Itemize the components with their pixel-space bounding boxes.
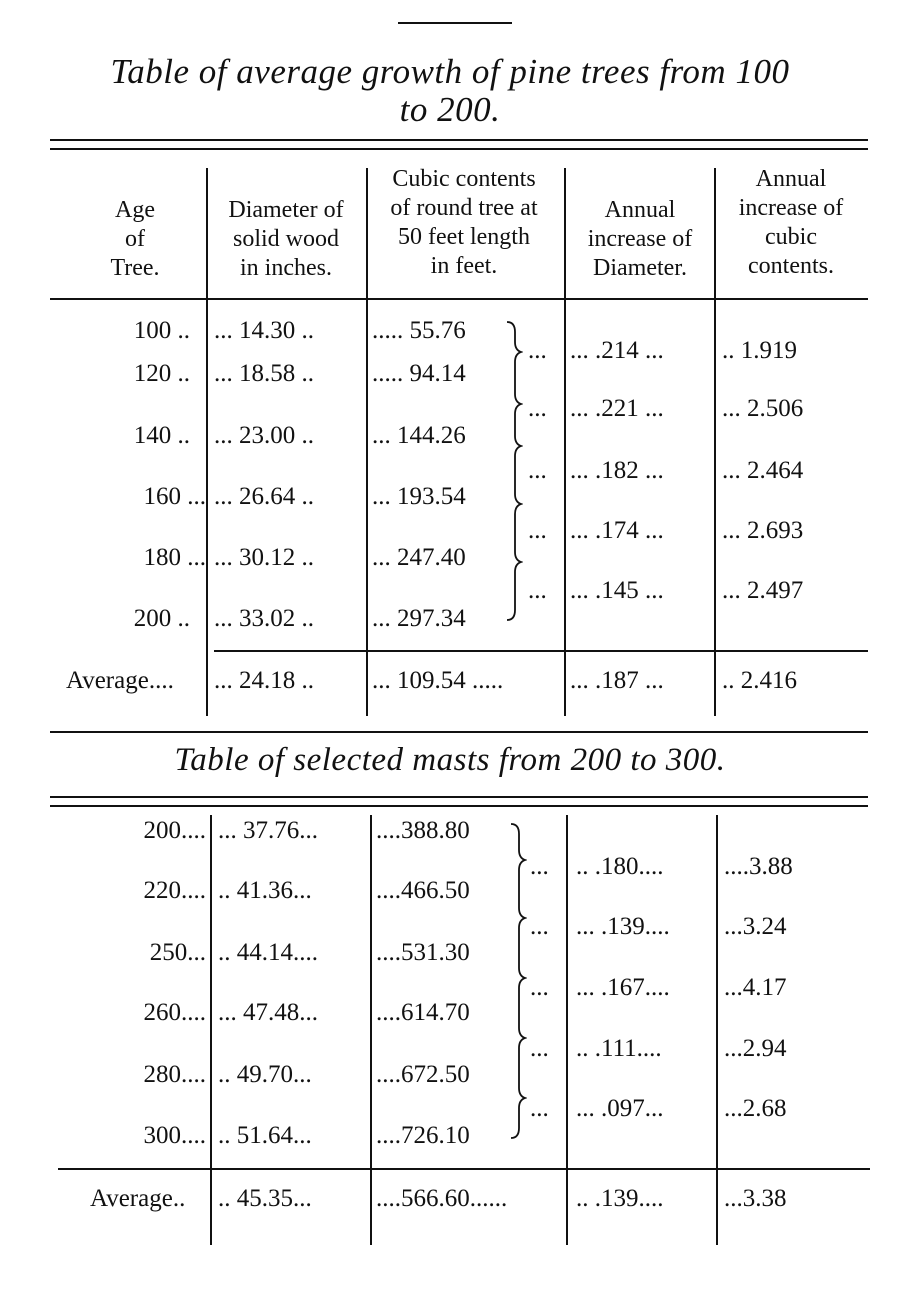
header-annual-diameter-line3: Diameter. bbox=[593, 255, 687, 281]
t2-inc1-cubic: ....3.88 bbox=[724, 853, 793, 880]
t1-inc3-diameter: ... .182 ... bbox=[570, 457, 664, 484]
header-annual-cubic bbox=[716, 165, 866, 281]
header-diameter bbox=[206, 196, 366, 283]
t1-row4-diameter: ... 26.64 .. bbox=[214, 483, 314, 510]
header-diameter-line3: in inches. bbox=[240, 255, 332, 281]
t2-row2-diameter: .. 41.36... bbox=[218, 877, 312, 904]
t1-row1-age: 100 .. bbox=[133, 317, 190, 344]
t1-inc4-diameter: ... .174 ... bbox=[570, 517, 664, 544]
t1-row1-cubic: ..... 55.76 bbox=[372, 317, 466, 344]
t2-average-label: Average.. bbox=[90, 1185, 186, 1212]
table2-col-divider-2 bbox=[370, 815, 372, 1245]
t2-inc3-diameter: ... .167.... bbox=[576, 974, 670, 1001]
t1-inc2-cubic: ... 2.506 bbox=[722, 395, 804, 422]
t1-row4-cubic: ... 193.54 bbox=[372, 483, 466, 510]
t2-row3-cubic: ....531.30 bbox=[376, 939, 470, 966]
t1-row5-diameter: ... 30.12 .. bbox=[214, 544, 314, 571]
t2-inc5-diameter: ... .097... bbox=[576, 1095, 664, 1122]
t1-row2-diameter: ... 18.58 .. bbox=[214, 360, 314, 387]
header-annual-diameter bbox=[566, 196, 714, 283]
t1-inc4-cubic: ... 2.693 bbox=[722, 517, 804, 544]
t1-average-annual-cubic: .. 2.416 bbox=[722, 667, 797, 694]
header-annual-cubic-line2: increase of bbox=[738, 195, 844, 221]
t2-row5-cubic: ....672.50 bbox=[376, 1061, 470, 1088]
t2-inc4-cubic: ...2.94 bbox=[724, 1035, 787, 1062]
t2-average-annual-cubic: ...3.38 bbox=[724, 1185, 787, 1212]
header-age-line2: of bbox=[125, 226, 145, 252]
header-age-line1: Age bbox=[115, 197, 155, 223]
t1-average-diameter: ... 24.18 .. bbox=[214, 667, 314, 694]
table1-top-rule bbox=[50, 139, 868, 141]
t1-inc3-cubic: ... 2.464 bbox=[722, 457, 804, 484]
t1-inc3-lead: ... bbox=[528, 457, 547, 484]
top-ornament-rule bbox=[398, 22, 512, 24]
header-cubic-line4: in feet. bbox=[430, 253, 498, 279]
table2-row-brace bbox=[509, 822, 527, 1140]
header-diameter-line2: solid wood bbox=[232, 226, 339, 252]
t2-row4-diameter: ... 47.48... bbox=[218, 999, 318, 1026]
t1-inc5-lead: ... bbox=[528, 577, 547, 604]
t2-row1-cubic: ....388.80 bbox=[376, 817, 470, 844]
t1-inc5-cubic: ... 2.497 bbox=[722, 577, 804, 604]
t1-row5-age: 180 ... bbox=[143, 544, 206, 571]
t1-row6-cubic: ... 297.34 bbox=[372, 605, 466, 632]
t2-row5-diameter: .. 49.70... bbox=[218, 1061, 312, 1088]
table1-title-line1: Table of average growth of pine trees from 100 bbox=[110, 52, 790, 91]
t2-inc2-lead: ... bbox=[530, 913, 549, 940]
t1-row5-cubic: ... 247.40 bbox=[372, 544, 466, 571]
t2-inc3-lead: ... bbox=[530, 974, 549, 1001]
t2-inc2-diameter: ... .139.... bbox=[576, 913, 670, 940]
table1-header-rule bbox=[50, 298, 868, 300]
t2-average-annual-diameter: .. .139.... bbox=[576, 1185, 664, 1212]
t2-row4-age: 260.... bbox=[143, 999, 206, 1026]
header-annual-cubic-line3: cubic bbox=[765, 224, 817, 250]
t1-inc5-diameter: ... .145 ... bbox=[570, 577, 664, 604]
t2-inc4-lead: ... bbox=[530, 1035, 549, 1062]
table1-bottom-rule bbox=[50, 731, 868, 733]
t2-inc2-cubic: ...3.24 bbox=[724, 913, 787, 940]
t1-inc2-diameter: ... .221 ... bbox=[570, 395, 664, 422]
t2-row3-diameter: .. 44.14.... bbox=[218, 939, 318, 966]
t1-average-label: Average.... bbox=[66, 667, 174, 694]
t1-row2-cubic: ..... 94.14 bbox=[372, 360, 466, 387]
t1-row6-age: 200 .. bbox=[133, 605, 190, 632]
t1-average-cubic: ... 109.54 ..... bbox=[372, 667, 504, 694]
table2-title: Table of selected masts from 200 to 300. bbox=[174, 742, 726, 778]
header-cubic-line3: 50 feet length bbox=[398, 224, 530, 250]
t1-row3-diameter: ... 23.00 .. bbox=[214, 422, 314, 449]
t2-row2-age: 220.... bbox=[143, 877, 206, 904]
table1-average-rule bbox=[214, 650, 868, 652]
table1-col-divider-4 bbox=[714, 168, 716, 716]
header-age bbox=[70, 196, 200, 283]
t2-row5-age: 280.... bbox=[143, 1061, 206, 1088]
header-annual-diameter-line1: Annual bbox=[604, 197, 676, 223]
t2-row3-age: 250... bbox=[149, 939, 206, 966]
t2-inc3-cubic: ...4.17 bbox=[724, 974, 787, 1001]
header-diameter-line1: Diameter of bbox=[228, 197, 344, 223]
t1-inc1-cubic: .. 1.919 bbox=[722, 337, 797, 364]
header-age-line3: Tree. bbox=[110, 255, 160, 281]
table2-top-rule bbox=[50, 796, 868, 798]
t1-row3-age: 140 .. bbox=[133, 422, 190, 449]
t2-row1-age: 200.... bbox=[143, 817, 206, 844]
t2-inc1-diameter: .. .180.... bbox=[576, 853, 664, 880]
t1-row1-diameter: ... 14.30 .. bbox=[214, 317, 314, 344]
t1-row3-cubic: ... 144.26 bbox=[372, 422, 466, 449]
t2-inc1-lead: ... bbox=[530, 853, 549, 880]
t1-row6-diameter: ... 33.02 .. bbox=[214, 605, 314, 632]
t2-row4-cubic: ....614.70 bbox=[376, 999, 470, 1026]
header-cubic-line1: Cubic contents bbox=[392, 166, 536, 192]
table1-top-rule-2 bbox=[50, 148, 868, 150]
t1-inc4-lead: ... bbox=[528, 517, 547, 544]
table2-col-divider-4 bbox=[716, 815, 718, 1245]
t2-row2-cubic: ....466.50 bbox=[376, 877, 470, 904]
t2-row6-cubic: ....726.10 bbox=[376, 1122, 470, 1149]
table1-title-line2: to 200. bbox=[399, 90, 501, 129]
header-annual-diameter-line2: increase of bbox=[587, 226, 693, 252]
t2-row6-age: 300.... bbox=[143, 1122, 206, 1149]
header-cubic bbox=[366, 165, 562, 281]
table1-col-divider-3 bbox=[564, 168, 566, 716]
t2-row1-diameter: ... 37.76... bbox=[218, 817, 318, 844]
t1-row4-age: 160 ... bbox=[143, 483, 206, 510]
t1-average-annual-diameter: ... .187 ... bbox=[570, 667, 664, 694]
header-annual-cubic-line1: Annual bbox=[755, 166, 827, 192]
table1-col-divider-2 bbox=[366, 168, 368, 716]
table2-col-divider-3 bbox=[566, 815, 568, 1245]
t2-inc4-diameter: .. .111.... bbox=[576, 1035, 662, 1062]
t1-inc1-lead: ... bbox=[528, 337, 547, 364]
t2-row6-diameter: .. 51.64... bbox=[218, 1122, 312, 1149]
table1-col-divider-1 bbox=[206, 168, 208, 716]
t1-inc2-lead: ... bbox=[528, 395, 547, 422]
header-annual-cubic-line4: contents. bbox=[748, 253, 834, 279]
header-cubic-line2: of round tree at bbox=[390, 195, 538, 221]
table2-col-divider-1 bbox=[210, 815, 212, 1245]
t1-inc1-diameter: ... .214 ... bbox=[570, 337, 664, 364]
table2-average-rule bbox=[58, 1168, 870, 1170]
t2-inc5-cubic: ...2.68 bbox=[724, 1095, 787, 1122]
t2-inc5-lead: ... bbox=[530, 1095, 549, 1122]
t2-average-cubic: ....566.60...... bbox=[376, 1185, 508, 1212]
table1-row-brace bbox=[505, 320, 523, 622]
t1-row2-age: 120 .. bbox=[133, 360, 190, 387]
table2-top-rule-2 bbox=[50, 805, 868, 807]
t2-average-diameter: .. 45.35... bbox=[218, 1185, 312, 1212]
